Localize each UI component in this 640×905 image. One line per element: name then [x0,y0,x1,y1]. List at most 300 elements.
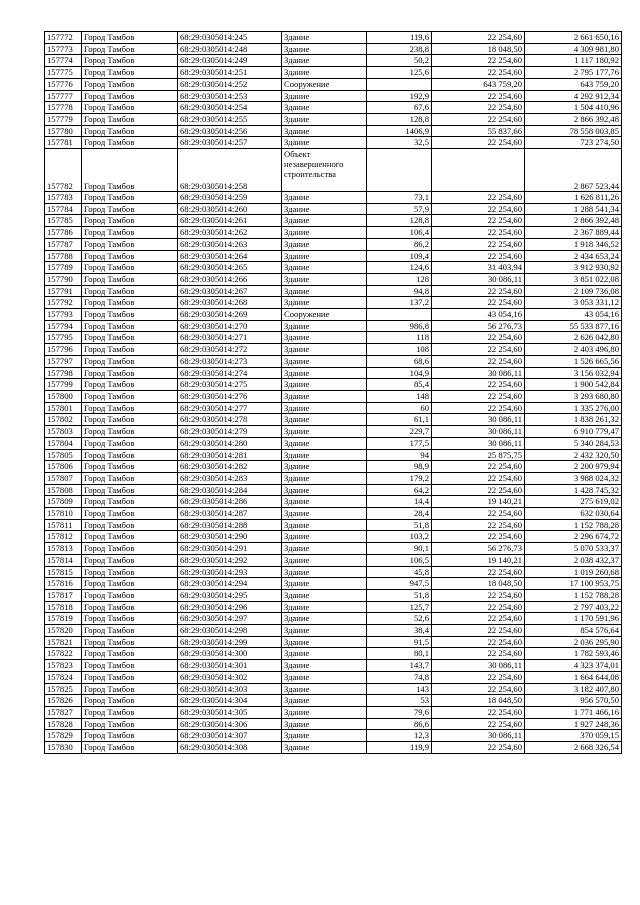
object-type-cell: Здание [282,648,367,660]
cadastral-value-cell: 1 927 248,36 [525,718,622,730]
table-row [45,695,622,707]
cadastral-number-cell: 68:29:0305014:283 [178,472,282,484]
cadastral-value-cell: 2 867 523,44 [525,149,622,192]
table-row [45,43,622,55]
cadastral-value-cell: 3 988 024,32 [525,472,622,484]
city-cell: Город Тамбов [82,390,178,402]
object-type-cell: Здание [282,238,367,250]
table-row [45,67,622,79]
unit-rate-cell: 30 086,11 [432,660,525,672]
row-number: 157788 [45,250,82,262]
cadastral-value-cell: 6 910 779,47 [525,426,622,438]
area-cell: 229,7 [367,426,432,438]
cadastral-number-cell: 68:29:0305014:276 [178,390,282,402]
area-cell: 80,1 [367,648,432,660]
city-cell: Город Тамбов [82,149,178,192]
object-type-cell: Здание [282,273,367,285]
area-cell: 125,7 [367,601,432,613]
object-type-cell: Здание [282,367,367,379]
unit-rate-cell: 22 254,60 [432,192,525,204]
cadastral-value-cell: 4 323 374,01 [525,660,622,672]
table-row [45,262,622,274]
city-cell: Город Тамбов [82,706,178,718]
unit-rate-cell: 56 276,73 [432,543,525,555]
row-number: 157800 [45,390,82,402]
cadastral-number-cell: 68:29:0305014:254 [178,102,282,114]
table-row [45,625,622,637]
row-number: 157803 [45,426,82,438]
row-number: 157789 [45,262,82,274]
object-type-cell: Здание [282,192,367,204]
table-row [45,671,622,683]
object-type-cell: Здание [282,250,367,262]
city-cell: Город Тамбов [82,414,178,426]
row-number: 157779 [45,113,82,125]
area-cell: 124,6 [367,262,432,274]
table-row [45,238,622,250]
cadastral-number-cell: 68:29:0305014:245 [178,32,282,44]
unit-rate-cell: 22 254,60 [432,332,525,344]
row-number: 157785 [45,215,82,227]
object-type-cell: Здание [282,742,367,754]
area-cell: 61,1 [367,414,432,426]
table-row [45,426,622,438]
city-cell: Город Тамбов [82,273,178,285]
area-cell: 79,6 [367,706,432,718]
cadastral-number-cell: 68:29:0305014:257 [178,137,282,149]
cadastral-number-cell: 68:29:0305014:270 [178,320,282,332]
unit-rate-cell: 22 254,60 [432,379,525,391]
unit-rate-cell: 18 048,50 [432,578,525,590]
cadastral-value-cell: 2 367 889,44 [525,227,622,239]
cadastral-number-cell: 68:29:0305014:292 [178,554,282,566]
table-row [45,554,622,566]
cadastral-value-cell: 2 296 674,72 [525,531,622,543]
table-row [45,601,622,613]
unit-rate-cell: 30 086,11 [432,367,525,379]
table-row [45,344,622,356]
area-cell: 57,9 [367,203,432,215]
city-cell: Город Тамбов [82,426,178,438]
object-type-cell: Здание [282,449,367,461]
cadastral-value-cell: 43 054,16 [525,309,622,321]
table-row [45,320,622,332]
table-row [45,285,622,297]
object-type-cell: Здание [282,519,367,531]
table-row [45,203,622,215]
area-cell: 45,8 [367,566,432,578]
cadastral-number-cell: 68:29:0305014:288 [178,519,282,531]
unit-rate-cell: 22 254,60 [432,238,525,250]
row-number: 157817 [45,589,82,601]
cadastral-value-cell: 1 019 260,68 [525,566,622,578]
object-type-cell: Здание [282,285,367,297]
cadastral-number-cell: 68:29:0305014:261 [178,215,282,227]
object-type-cell: Здание [282,578,367,590]
area-cell: 60 [367,402,432,414]
unit-rate-cell: 22 254,60 [432,636,525,648]
cadastral-value-cell: 2 109 736,08 [525,285,622,297]
city-cell: Город Тамбов [82,496,178,508]
cadastral-number-cell: 68:29:0305014:297 [178,613,282,625]
unit-rate-cell: 31 403,94 [432,262,525,274]
table-row [45,215,622,227]
cadastral-value-cell: 2 668 326,54 [525,742,622,754]
city-cell: Город Тамбов [82,43,178,55]
city-cell: Город Тамбов [82,589,178,601]
row-number: 157791 [45,285,82,297]
row-number: 157804 [45,437,82,449]
row-number: 157783 [45,192,82,204]
table-row [45,742,622,754]
area-cell: 128 [367,273,432,285]
unit-rate-cell: 25 875,75 [432,449,525,461]
city-cell: Город Тамбов [82,344,178,356]
cadastral-value-cell: 370 059,15 [525,730,622,742]
cadastral-value-cell: 1 288 541,34 [525,203,622,215]
cadastral-number-cell: 68:29:0305014:269 [178,309,282,321]
table-row [45,566,622,578]
unit-rate-cell: 30 086,11 [432,426,525,438]
table-row [45,55,622,67]
cadastral-number-cell: 68:29:0305014:252 [178,78,282,90]
city-cell: Город Тамбов [82,625,178,637]
area-cell [367,309,432,321]
area-cell: 106,5 [367,554,432,566]
unit-rate-cell: 22 254,60 [432,671,525,683]
table-row [45,437,622,449]
object-type-cell: Здание [282,601,367,613]
area-cell: 53 [367,695,432,707]
row-number: 157824 [45,671,82,683]
unit-rate-cell: 22 254,60 [432,285,525,297]
unit-rate-cell [432,149,525,192]
object-type-cell: Здание [282,102,367,114]
area-cell: 143 [367,683,432,695]
cadastral-value-cell: 1 117 180,92 [525,55,622,67]
property-table-body [45,32,622,754]
table-row [45,390,622,402]
area-cell: 104,9 [367,367,432,379]
object-type-cell: Здание [282,332,367,344]
row-number: 157807 [45,472,82,484]
object-type-cell: Здание [282,215,367,227]
cadastral-value-cell: 275 619,02 [525,496,622,508]
area-cell: 192,9 [367,90,432,102]
cadastral-value-cell: 956 570,50 [525,695,622,707]
table-row [45,379,622,391]
row-number: 157805 [45,449,82,461]
city-cell: Город Тамбов [82,742,178,754]
row-number: 157784 [45,203,82,215]
object-type-cell: Объект незавершенного строительства [282,149,367,192]
unit-rate-cell: 30 086,11 [432,273,525,285]
row-number: 157819 [45,613,82,625]
city-cell: Город Тамбов [82,355,178,367]
row-number: 157797 [45,355,82,367]
unit-rate-cell: 22 254,60 [432,227,525,239]
row-number: 157830 [45,742,82,754]
unit-rate-cell: 22 254,60 [432,113,525,125]
cadastral-value-cell: 5 340 284,53 [525,437,622,449]
city-cell: Город Тамбов [82,192,178,204]
cadastral-number-cell: 68:29:0305014:280 [178,437,282,449]
city-cell: Город Тамбов [82,660,178,672]
table-row [45,250,622,262]
city-cell: Город Тамбов [82,648,178,660]
cadastral-number-cell: 68:29:0305014:303 [178,683,282,695]
city-cell: Город Тамбов [82,285,178,297]
area-cell: 51,8 [367,519,432,531]
row-number: 157780 [45,125,82,137]
unit-rate-cell: 56 276,73 [432,320,525,332]
unit-rate-cell: 55 837,66 [432,125,525,137]
cadastral-value-cell: 1 771 466,16 [525,706,622,718]
table-row [45,32,622,44]
area-cell: 947,5 [367,578,432,590]
table-row [45,192,622,204]
cadastral-value-cell: 3 293 680,80 [525,390,622,402]
table-row [45,531,622,543]
area-cell: 91,5 [367,636,432,648]
cadastral-number-cell: 68:29:0305014:290 [178,531,282,543]
object-type-cell: Здание [282,566,367,578]
table-row [45,613,622,625]
cadastral-number-cell: 68:29:0305014:282 [178,461,282,473]
object-type-cell: Здание [282,589,367,601]
table-row [45,472,622,484]
cadastral-value-cell: 1 428 745,32 [525,484,622,496]
cadastral-value-cell: 3 053 331,12 [525,297,622,309]
city-cell: Город Тамбов [82,102,178,114]
cadastral-value-cell: 4 309 981,80 [525,43,622,55]
cadastral-number-cell: 68:29:0305014:281 [178,449,282,461]
unit-rate-cell: 22 254,60 [432,461,525,473]
unit-rate-cell: 22 254,60 [432,137,525,149]
object-type-cell: Здание [282,43,367,55]
city-cell: Город Тамбов [82,449,178,461]
cadastral-number-cell: 68:29:0305014:259 [178,192,282,204]
object-type-cell: Здание [282,625,367,637]
object-type-cell: Здание [282,32,367,44]
city-cell: Город Тамбов [82,78,178,90]
cadastral-value-cell: 2 038 432,37 [525,554,622,566]
row-number: 157774 [45,55,82,67]
area-cell: 50,2 [367,55,432,67]
city-cell: Город Тамбов [82,671,178,683]
city-cell: Город Тамбов [82,379,178,391]
area-cell: 74,8 [367,671,432,683]
table-row [45,149,622,192]
row-number: 157776 [45,78,82,90]
city-cell: Город Тамбов [82,137,178,149]
cadastral-value-cell: 1 626 811,26 [525,192,622,204]
object-type-cell: Здание [282,543,367,555]
unit-rate-cell: 22 254,60 [432,355,525,367]
unit-rate-cell: 22 254,60 [432,215,525,227]
area-cell: 86,2 [367,238,432,250]
cadastral-value-cell: 1 900 542,84 [525,379,622,391]
table-row [45,718,622,730]
city-cell: Город Тамбов [82,67,178,79]
area-cell: 148 [367,390,432,402]
table-row [45,125,622,137]
city-cell: Город Тамбов [82,461,178,473]
unit-rate-cell: 18 048,50 [432,43,525,55]
cadastral-value-cell: 1 504 410,96 [525,102,622,114]
area-cell: 109,4 [367,250,432,262]
cadastral-number-cell: 68:29:0305014:287 [178,508,282,520]
table-row [45,519,622,531]
cadastral-value-cell: 2 866 392,48 [525,113,622,125]
row-number: 157786 [45,227,82,239]
object-type-cell: Сооружение [282,309,367,321]
object-type-cell: Здание [282,137,367,149]
area-cell: 143,7 [367,660,432,672]
cadastral-number-cell: 68:29:0305014:262 [178,227,282,239]
row-number: 157796 [45,344,82,356]
unit-rate-cell: 22 254,60 [432,472,525,484]
cadastral-number-cell: 68:29:0305014:268 [178,297,282,309]
city-cell: Город Тамбов [82,695,178,707]
unit-rate-cell: 22 254,60 [432,601,525,613]
cadastral-number-cell: 68:29:0305014:299 [178,636,282,648]
table-row [45,636,622,648]
cadastral-value-cell: 2 661 650,16 [525,32,622,44]
city-cell: Город Тамбов [82,543,178,555]
city-cell: Город Тамбов [82,203,178,215]
city-cell: Город Тамбов [82,437,178,449]
city-cell: Город Тамбов [82,578,178,590]
cadastral-number-cell: 68:29:0305014:298 [178,625,282,637]
cadastral-number-cell: 68:29:0305014:267 [178,285,282,297]
object-type-cell: Здание [282,67,367,79]
cadastral-value-cell: 1 664 644,08 [525,671,622,683]
table-row [45,113,622,125]
row-number: 157794 [45,320,82,332]
area-cell: 106,4 [367,227,432,239]
object-type-cell: Здание [282,355,367,367]
table-row [45,355,622,367]
cadastral-value-cell: 1 152 788,28 [525,589,622,601]
table-row [45,102,622,114]
unit-rate-cell: 22 254,60 [432,297,525,309]
object-type-cell: Здание [282,55,367,67]
table-row [45,660,622,672]
cadastral-number-cell: 68:29:0305014:301 [178,660,282,672]
table-row [45,273,622,285]
row-number: 157775 [45,67,82,79]
object-type-cell: Здание [282,344,367,356]
cadastral-number-cell: 68:29:0305014:308 [178,742,282,754]
cadastral-number-cell: 68:29:0305014:293 [178,566,282,578]
city-cell: Город Тамбов [82,238,178,250]
unit-rate-cell: 22 254,60 [432,508,525,520]
table-row [45,496,622,508]
unit-rate-cell: 22 254,60 [432,390,525,402]
unit-rate-cell: 30 086,11 [432,437,525,449]
row-number: 157802 [45,414,82,426]
unit-rate-cell: 22 254,60 [432,742,525,754]
table-row [45,449,622,461]
table-row [45,683,622,695]
area-cell: 67,6 [367,102,432,114]
object-type-cell: Здание [282,125,367,137]
object-type-cell: Здание [282,414,367,426]
cadastral-value-cell: 723 274,50 [525,137,622,149]
area-cell: 986,8 [367,320,432,332]
object-type-cell: Здание [282,203,367,215]
row-number: 157806 [45,461,82,473]
area-cell: 128,8 [367,215,432,227]
cadastral-number-cell: 68:29:0305014:251 [178,67,282,79]
cadastral-number-cell: 68:29:0305014:296 [178,601,282,613]
row-number: 157781 [45,137,82,149]
cadastral-value-cell: 78 558 003,85 [525,125,622,137]
area-cell: 14,4 [367,496,432,508]
cadastral-value-cell: 2 434 653,24 [525,250,622,262]
unit-rate-cell: 22 254,60 [432,250,525,262]
table-row [45,90,622,102]
cadastral-value-cell: 1 526 665,56 [525,355,622,367]
row-number: 157814 [45,554,82,566]
unit-rate-cell: 22 254,60 [432,648,525,660]
area-cell: 238,8 [367,43,432,55]
row-number: 157810 [45,508,82,520]
area-cell: 119,6 [367,32,432,44]
cadastral-value-cell: 1 918 346,52 [525,238,622,250]
cadastral-number-cell: 68:29:0305014:264 [178,250,282,262]
city-cell: Город Тамбов [82,332,178,344]
cadastral-number-cell: 68:29:0305014:272 [178,344,282,356]
row-number: 157823 [45,660,82,672]
city-cell: Город Тамбов [82,55,178,67]
cadastral-number-cell: 68:29:0305014:294 [178,578,282,590]
row-number: 157821 [45,636,82,648]
city-cell: Город Тамбов [82,320,178,332]
city-cell: Город Тамбов [82,32,178,44]
cadastral-value-cell: 1 838 261,32 [525,414,622,426]
city-cell: Город Тамбов [82,683,178,695]
cadastral-number-cell: 68:29:0305014:306 [178,718,282,730]
cadastral-value-cell: 4 292 912,34 [525,90,622,102]
row-number: 157822 [45,648,82,660]
city-cell: Город Тамбов [82,297,178,309]
cadastral-value-cell: 1 152 788,28 [525,519,622,531]
city-cell: Город Тамбов [82,566,178,578]
object-type-cell: Здание [282,695,367,707]
object-type-cell: Здание [282,718,367,730]
table-row [45,332,622,344]
table-row [45,578,622,590]
unit-rate-cell: 19 140,21 [432,496,525,508]
unit-rate-cell: 22 254,60 [432,32,525,44]
city-cell: Город Тамбов [82,125,178,137]
city-cell: Город Тамбов [82,601,178,613]
cadastral-number-cell: 68:29:0305014:277 [178,402,282,414]
cadastral-value-cell: 632 030,64 [525,508,622,520]
row-number: 157818 [45,601,82,613]
city-cell: Город Тамбов [82,113,178,125]
row-number: 157820 [45,625,82,637]
row-number: 157815 [45,566,82,578]
city-cell: Город Тамбов [82,262,178,274]
cadastral-number-cell: 68:29:0305014:305 [178,706,282,718]
object-type-cell: Здание [282,90,367,102]
object-type-cell: Здание [282,636,367,648]
cadastral-value-cell: 1 335 276,00 [525,402,622,414]
city-cell: Город Тамбов [82,227,178,239]
